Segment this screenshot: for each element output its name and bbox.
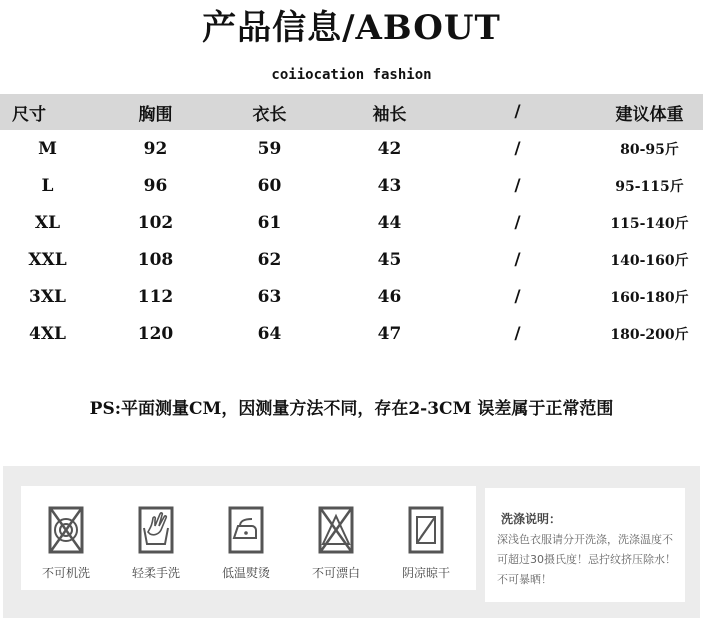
slash-cell: / — [514, 175, 521, 196]
measurement-note: PS:平面测量CM，因测量方法不同，存在2-3CM 误差属于正常范围 — [89, 399, 614, 419]
header-chest: 胸围 — [138, 104, 173, 125]
size-table-body — [0, 130, 703, 352]
slash-cell: / — [514, 138, 521, 159]
weight-cell: 160-180斤 — [610, 289, 689, 306]
length-cell: 64 — [257, 323, 282, 344]
weight-cell: 115-140斤 — [610, 215, 689, 232]
size-cell: 3XL — [29, 286, 66, 307]
page-title: 产品信息/ABOUT — [202, 8, 501, 48]
sleeve-cell: 46 — [377, 286, 402, 307]
table-row — [0, 278, 703, 315]
weight-cell: 140-160斤 — [610, 252, 689, 269]
sleeve-cell: 43 — [377, 175, 402, 196]
sleeve-cell: 44 — [377, 212, 402, 233]
chest-cell: 120 — [137, 323, 174, 344]
care-label: 轻柔手洗 — [131, 566, 180, 580]
slash-cell: / — [514, 249, 521, 270]
weight-cell: 180-200斤 — [610, 326, 689, 343]
sleeve-cell: 47 — [377, 323, 402, 344]
table-row — [0, 167, 703, 204]
brand-subtitle: coiiocation fashion — [271, 67, 432, 83]
no-bleach-icon — [316, 504, 356, 556]
size-table — [0, 94, 703, 352]
size-cell: M — [38, 138, 57, 159]
sleeve-cell: 42 — [377, 138, 402, 159]
chest-cell: 112 — [137, 286, 174, 307]
header-sleeve: 袖长 — [372, 104, 407, 125]
length-cell: 63 — [257, 286, 282, 307]
slash-cell: / — [514, 286, 521, 307]
low-iron-icon — [226, 504, 266, 556]
size-cell: XXL — [28, 249, 67, 270]
wash-text: 深浅色衣服请分开洗涤，洗涤温度不可超过30摄氏度！忌拧纹挤压除水！不可暴晒！ — [497, 533, 676, 586]
wash-instructions-box — [485, 488, 685, 602]
weight-cell: 95-115斤 — [615, 178, 684, 195]
length-cell: 59 — [257, 138, 282, 159]
wash-title: 洗涤说明： — [501, 512, 562, 526]
shade-dry-icon — [406, 504, 446, 556]
hand-wash-icon — [136, 504, 176, 556]
table-row — [0, 315, 703, 352]
care-item — [121, 504, 191, 594]
slash-cell: / — [514, 323, 521, 344]
chest-cell: 92 — [143, 138, 168, 159]
size-cell: XL — [34, 212, 61, 233]
length-cell: 61 — [257, 212, 282, 233]
care-item — [391, 504, 461, 594]
no-machine-wash-icon — [46, 504, 86, 556]
sleeve-cell: 45 — [377, 249, 402, 270]
chest-cell: 96 — [143, 175, 168, 196]
table-row — [0, 130, 703, 167]
header-weight: 建议体重 — [615, 104, 684, 125]
header-size: 尺寸 — [12, 104, 46, 125]
size-cell: L — [41, 175, 54, 196]
care-label: 不可机洗 — [41, 566, 90, 580]
care-icons-box — [21, 486, 476, 590]
size-cell: 4XL — [29, 323, 66, 344]
care-item — [211, 504, 281, 594]
table-row — [0, 204, 703, 241]
care-label: 不可漂白 — [311, 566, 360, 580]
length-cell: 62 — [257, 249, 282, 270]
care-label: 低温熨烫 — [221, 566, 270, 580]
weight-cell: 80-95斤 — [620, 141, 679, 158]
care-item — [31, 504, 101, 594]
length-cell: 60 — [257, 175, 282, 196]
care-item — [301, 504, 371, 594]
chest-cell: 102 — [137, 212, 174, 233]
chest-cell: 108 — [137, 249, 174, 270]
care-label: 阴凉晾干 — [401, 566, 450, 580]
care-panel — [3, 466, 700, 618]
table-row — [0, 241, 703, 278]
size-table-header — [0, 94, 703, 130]
header-length: 衣长 — [252, 104, 287, 125]
slash-cell: / — [514, 212, 521, 233]
header-slash: / — [514, 102, 521, 122]
